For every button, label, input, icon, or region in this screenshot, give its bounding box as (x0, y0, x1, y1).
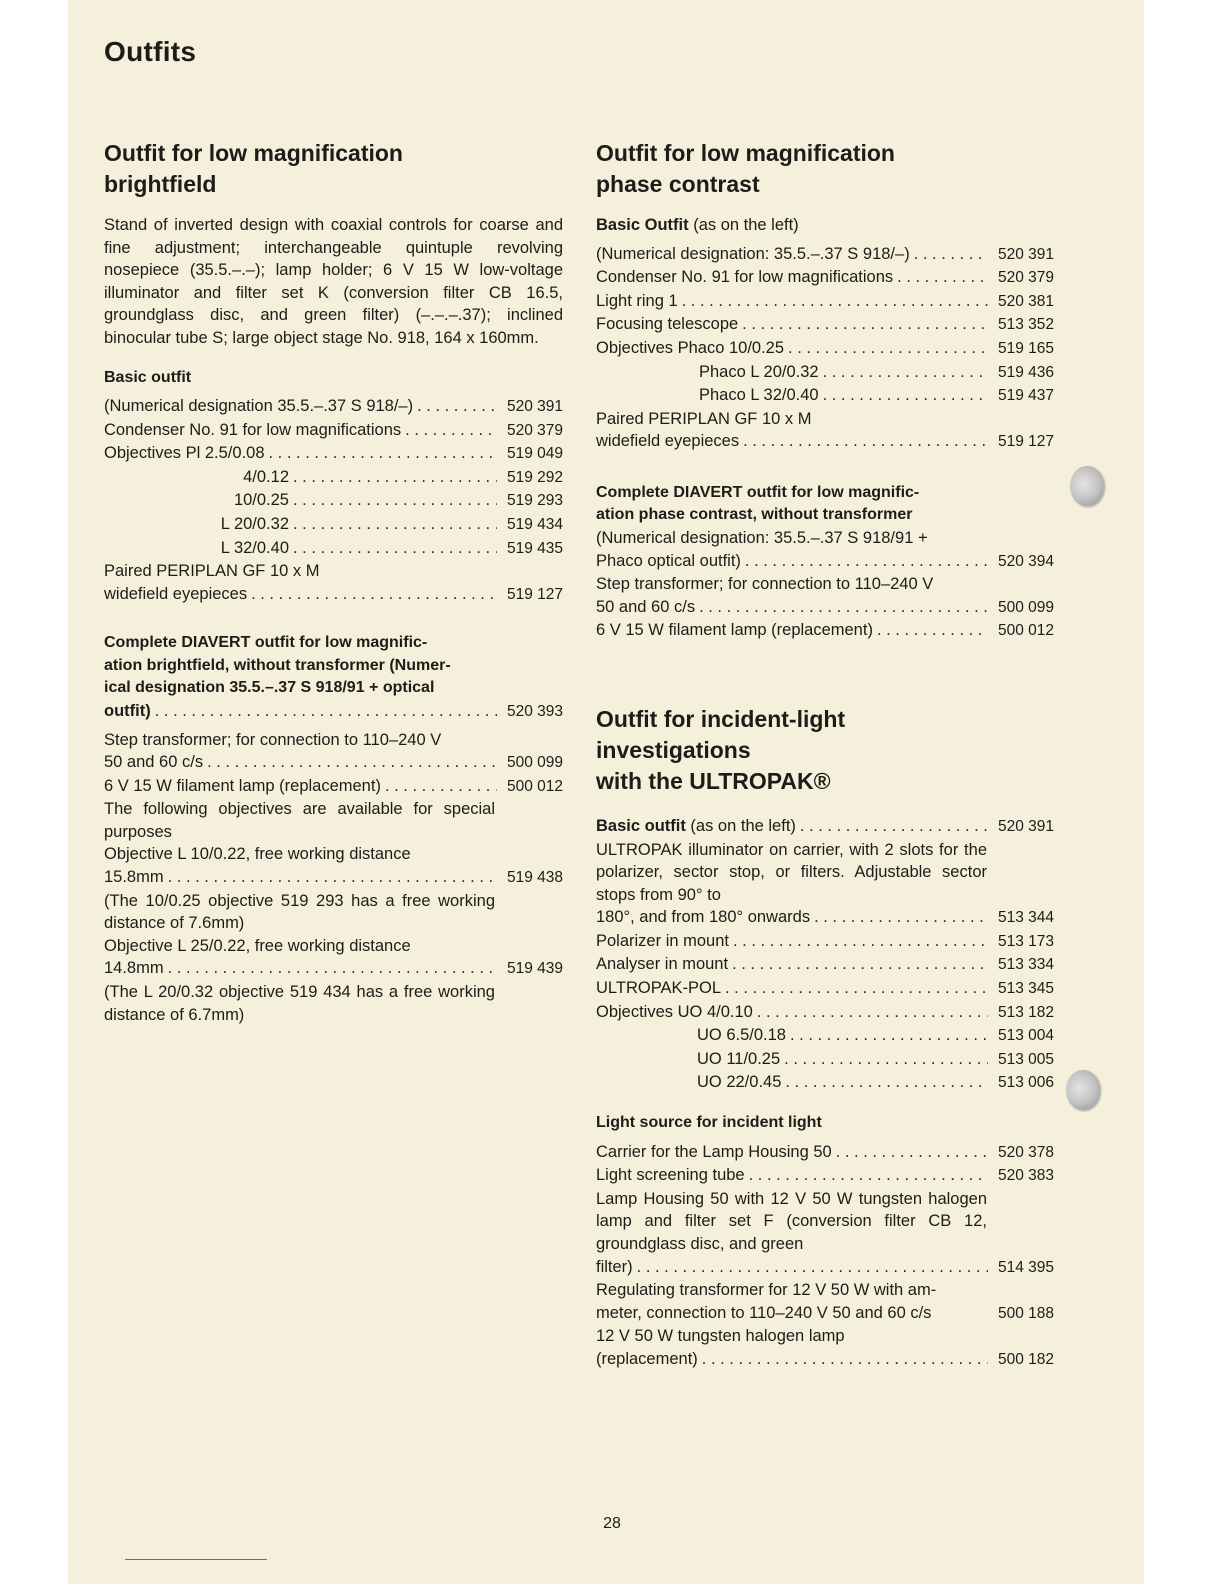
list-item: Phaco L 20/0.32 . . . 519 436 (596, 361, 1054, 385)
list-item: 50 and 60 c/s . . . 500 099 (596, 596, 1054, 620)
list-item: L 20/0.32 . . . 519 434 (104, 513, 563, 537)
right-basic-title (596, 214, 1054, 237)
left-complete-block (104, 632, 563, 723)
list-item: UO 11/0.25 . . . 513 005 (596, 1048, 1054, 1072)
list-item: Basic outfit (as on the left) . . . 520 391 (596, 815, 1054, 839)
list-item: UO 22/0.45 . . . 513 006 (596, 1071, 1054, 1095)
list-item: ULTROPAK-POL . . . 513 345 (596, 977, 1054, 1001)
left-objective-1-label: Objective L 10/0.22, free working distance (104, 845, 411, 864)
list-item: Polarizer in mount . . . 513 173 (596, 930, 1054, 954)
left-heading: Outfit for low magnification brightfield (104, 140, 403, 197)
halogen-lamp-label: 12 V 50 W tungsten halogen lamp (596, 1327, 845, 1346)
list-item: Condenser No. 91 for low magnifications . . . 520 379 (596, 266, 1054, 290)
list-item: Analyser in mount . . . 513 334 (596, 953, 1054, 977)
incident-basic-block (596, 815, 1054, 1095)
list-item: filter) . . . 514 395 (596, 1256, 1054, 1280)
left-note-1: (The 10/0.25 objective 519 293 has a free working distance of 7.6mm) (104, 891, 495, 933)
incident-heading: Outfit for incident-light investigations with the ULTROPAK® (596, 705, 846, 794)
list-item: outfit) . . . 520 393 (104, 700, 563, 724)
list-item: 10/0.25 . . . 519 293 (104, 489, 563, 513)
list-item: (Numerical designation: 35.5.–.37 S 918/–) . . . 520 391 (596, 243, 1054, 267)
list-item: 50 and 60 c/s . . . 500 099 (104, 751, 563, 775)
left-complete-title-line: ation brightfield, without transformer (Numer- (104, 656, 451, 674)
punch-hole-top (1070, 466, 1104, 506)
scan-mark-line (125, 1559, 267, 1560)
left-basic-title: Basic outfit (104, 368, 192, 386)
light-source-title: Light source for incident light (596, 1114, 822, 1132)
left-complete-title-line: Complete DIAVERT outfit for low magnific- (104, 634, 428, 652)
left-special-text: The following objectives are available for special purposes (104, 800, 495, 841)
lamp-housing-text: Lamp Housing 50 with 12 V 50 W tungsten halogen lamp and filter set F (conversion filter CB 12, groundglass disc, and green (596, 1189, 987, 1253)
right-basic-rest: (as on the left) (688, 216, 799, 234)
left-description: Stand of inverted design with coaxial controls for coarse and fine adjustment; interchangeable quintuple revolving nosepiece (35.5.–.–); lamp holder; 6 V 15 W low-voltage illuminator and filter set K (conversion filter CB 16.5, groundglass disc, and green filter) (–.–.–.37); inclined binocular tube S; large object stage No. 918, 164 x 160mm. (104, 216, 563, 347)
light-source-list (596, 1141, 1054, 1372)
list-item: Objectives Pl 2.5/0.08 . . . 519 049 (104, 442, 563, 466)
list-item: Focusing telescope . . . 513 352 (596, 313, 1054, 337)
list-item: Phaco optical outfit) . . . 520 394 (596, 550, 1054, 574)
left-column (104, 138, 563, 1026)
list-item: Light screening tube . . . 520 383 (596, 1164, 1054, 1188)
list-item: widefield eyepieces . . . 519 127 (596, 430, 1054, 454)
list-item: Objectives UO 4/0.10 . . . 513 182 (596, 1001, 1054, 1025)
regulating-transformer-label: Regulating transformer for 12 V 50 W with am- (596, 1281, 937, 1300)
right-step-label: Step transformer; for connection to 110–240 V (596, 575, 934, 594)
list-item: 15.8mm . . . 519 438 (104, 866, 563, 890)
list-item: Phaco L 32/0.40 . . . 519 437 (596, 384, 1054, 408)
list-item: UO 6.5/0.18 . . . 513 004 (596, 1024, 1054, 1048)
left-accessories (104, 729, 563, 1027)
list-item: L 32/0.40 . . . 519 435 (104, 537, 563, 561)
right-eyepiece-label: Paired PERIPLAN GF 10 x M (596, 409, 812, 428)
list-item: Condenser No. 91 for low magnifications . . . 520 379 (104, 419, 563, 443)
right-complete-label: (Numerical designation: 35.5.–.37 S 918/91 + (596, 528, 928, 547)
list-item: 14.8mm . . . 519 439 (104, 957, 563, 981)
list-item: Carrier for the Lamp Housing 50 . . . 520 378 (596, 1141, 1054, 1165)
left-basic-list (104, 395, 563, 606)
list-item: 4/0.12 . . . 519 292 (104, 466, 563, 490)
punch-hole-bottom (1066, 1070, 1100, 1110)
left-eyepiece-label: Paired PERIPLAN GF 10 x M (104, 562, 320, 581)
left-complete-title-line: ical designation 35.5.–.37 S 918/91 + optical (104, 679, 435, 697)
list-item: (Numerical designation 35.5.–.37 S 918/–) . . . 520 391 (104, 395, 563, 419)
list-item: 6 V 15 W filament lamp (replacement) . . . 500 012 (596, 619, 1054, 643)
left-step-label: Step transformer; for connection to 110–240 V (104, 730, 442, 749)
list-item: 180°, and from 180° onwards . . . 513 344 (596, 906, 1054, 930)
right-column (596, 138, 1054, 1371)
page-number: 28 (603, 1515, 621, 1532)
list-item: meter, connection to 110–240 V 50 and 60 c/s 500 188 (596, 1303, 1054, 1322)
right-complete-title-line: Complete DIAVERT outfit for low magnific- (596, 483, 920, 501)
list-item: Objectives Phaco 10/0.25 . . . 519 165 (596, 337, 1054, 361)
left-objective-2-label: Objective L 25/0.22, free working distance (104, 936, 411, 955)
list-item: Light ring 1 . . . 520 381 (596, 290, 1054, 314)
list-item: widefield eyepieces . . . 519 127 (104, 583, 563, 607)
right-complete-title-line: ation phase contrast, without transformer (596, 506, 913, 524)
ultropak-text: ULTROPAK illuminator on carrier, with 2 slots for the polarizer, sector stop, or filters. Adjustable sector stops from 90° to (596, 840, 987, 904)
list-item: (replacement) . . . 500 182 (596, 1348, 1054, 1372)
left-note-2: (The L 20/0.32 objective 519 434 has a free working distance of 6.7mm) (104, 983, 495, 1024)
right-basic-bold: Basic Outfit (596, 216, 689, 234)
right-basic-list (596, 243, 1054, 454)
list-item: 6 V 15 W filament lamp (replacement) . . . 500 012 (104, 775, 563, 799)
right-heading: Outfit for low magnification phase contrast (596, 140, 895, 197)
page-title: Outfits (104, 36, 197, 67)
right-complete-block (596, 482, 1054, 643)
